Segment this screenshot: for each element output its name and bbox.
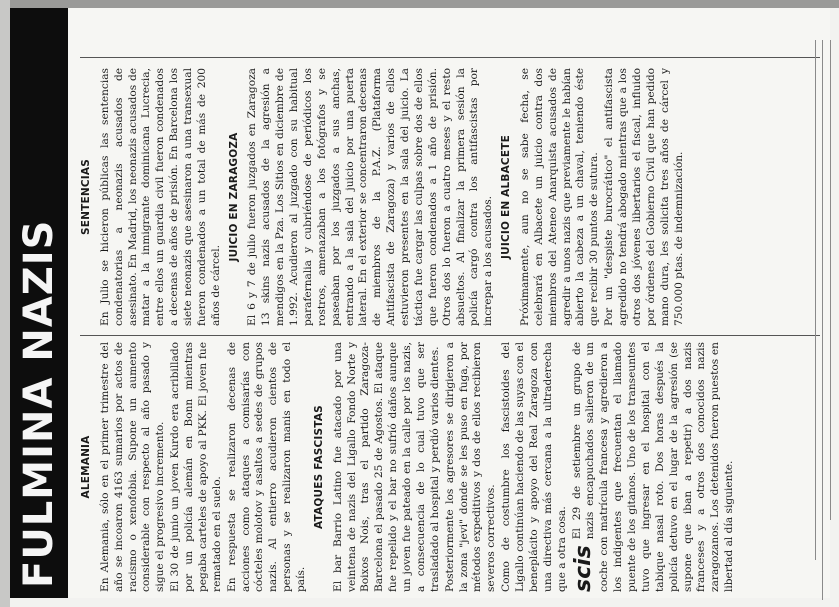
column-right bbox=[72, 62, 830, 332]
paragraph: En Julio se hicieron públicas las sentencias condenatorias a neonazis acusados de asesinato. En Madrid, los neonazis acusados de matar a la inmigrante dominicana Lucrecia, entre ellos un guardia civil fueron condenados a decenas de años de prisión. En Barcelona los siete neonazis que asesinaron a una transexual fueron condenados a un total de más de 200 años de cárcel. bbox=[98, 68, 222, 326]
paragraph: Como de costumbre los fascistoides del Ligallo continúan haciendo de las suyas con el beneplácito y apoyo del Real Zaragoza con una directiva más cercana a la ultraderecha que a otra cosa. bbox=[500, 342, 568, 592]
column-divider bbox=[80, 57, 820, 58]
paragraph bbox=[571, 342, 738, 592]
scan-left-edge bbox=[0, 0, 10, 607]
paragraph: En respuesta se realizaron decenas de acciones como ataques a comisarías con cócteles molotov y asaltos a sedes de grupos nazis. Al entierro acudieron cientos de personas y se realizaron manis en todo el país. bbox=[225, 342, 307, 592]
newspaper-page bbox=[10, 8, 830, 598]
paragraph: Próximamente, aun no se sabe fecha, se celebrará en Albacete un juicio contra dos miembros del Ateneo Anarquista acusados de agredir a unos nazis que previamente le habían abierto la cabeza a un chaval, teniendo éste que recibir 30 puntos de sutura. bbox=[518, 68, 601, 326]
scis-logo: scis bbox=[570, 545, 596, 592]
paragraph-text: El 29 de setiembre un grupo de nazis encapuchados salieron de un coche con matrícula francesa y agredieron a los indigentes que frecuentan el llamado puente de los gitanos. Uno de los transeuntes tuvo que ingresar en el hospital con el tabique nasal roto. Dos horas después la policía detuvo en el lugar de la agresión (se supone que iban a repetir) a dos nazis franceses y a otros dos conocidos nazis zaragozanos. Los detenidos fueron puestos en libertad al día siguiente. bbox=[570, 342, 736, 592]
page-title: FULMINA NAZIS bbox=[16, 219, 62, 588]
paragraph: El 30 de junio un joven Kurdo era acribillado por un policía alemán en Bonn mientras pegaba carteles de apoyo al PKK. El joven fue rematado en el suelo. bbox=[169, 342, 223, 592]
column-left bbox=[72, 336, 830, 598]
paragraph: En Alemania, sólo en el primer trimestre del año se incoaron 4163 sumarios por actos de racismo o xenofobia. Supone un aumento considerable con respecto al año pasado y sigue el progresivo incremento. bbox=[98, 342, 167, 592]
heading-ataques-fascistas: ATAQUES FASCISTAS bbox=[312, 405, 325, 529]
heading-juicio-albacete: JUICIO EN ALBACETE bbox=[500, 135, 513, 259]
heading-alemania: ALEMANIA bbox=[80, 435, 92, 499]
scan-artifact-line bbox=[830, 40, 831, 520]
article-columns bbox=[72, 8, 830, 598]
column-divider bbox=[80, 335, 820, 336]
paragraph: El bar Barrio Latino fue atacado por una veintena de nazis del Ligallo Fondo Norte y Boixos Nois, tras el partido Zaragoza-Barcelona el pasado 25 de Agostos. El ataque fue repelido y el bar no sufrió daños aunque un joven fue pateado en la calle por los nazis, a consecuencia de lo cual tuvo que ser trasladado al hospital y perdió varios dientes. bbox=[331, 342, 441, 592]
scan-top-edge bbox=[0, 0, 839, 8]
paragraph: Por un "despiste burocrático" el antifascista agredido no tendrá abogado mientras que a los otros dos jóvenes libertarios el fiscal, influido por órdenes del Gobierno Civil que han pedido mano dura, les solicita tres años de cárcel y 750.000 ptas. de indemnización. bbox=[603, 68, 685, 326]
heading-juicio-zaragoza: JUICIO EN ZARAGOZA bbox=[227, 132, 240, 262]
title-banner bbox=[10, 8, 68, 598]
scan-artifact-line bbox=[822, 40, 823, 600]
scan-artifact-line bbox=[815, 40, 816, 560]
paragraph: El 6 y 7 de julio fueron juzgados en Zaragoza 13 skins nazis acusados de la agresión a mendigos en la Pza. Los Sitios en diciembre de 1.992. Acudieron al juzgado con su habitual parafernalia y cubriéndose de periódicos los rostros, amenazaban a los fotógrafos y se paseaban por los juzgados a sus anchas, entrando a la sala del juicio por una puerta lateral. En el exterior se concentraron decenas de miembros de la P.A.Z. (Plataforma Antifascista de Zaragoza) y varios de ellos estuvieron presentes en la sala del juicio. La táctica fue cargar las culpas sobre dos de ellos que fueron condenados a 1 año de prisión. Otros dos lo fueron a cuatro meses y el resto absueltos. Al finalizar la primera sesión la policía cargó contra los antifascistas por increpar a los acusados. bbox=[246, 68, 495, 326]
heading-sentencias: SENTENCIAS bbox=[80, 159, 92, 235]
paragraph: Posteriormente los agresores se dirigieron a la zona "jevi" donde se les puso en fuga, por métodos expeditivos y dos de ellos recibieron severos correctivos. bbox=[443, 342, 498, 592]
